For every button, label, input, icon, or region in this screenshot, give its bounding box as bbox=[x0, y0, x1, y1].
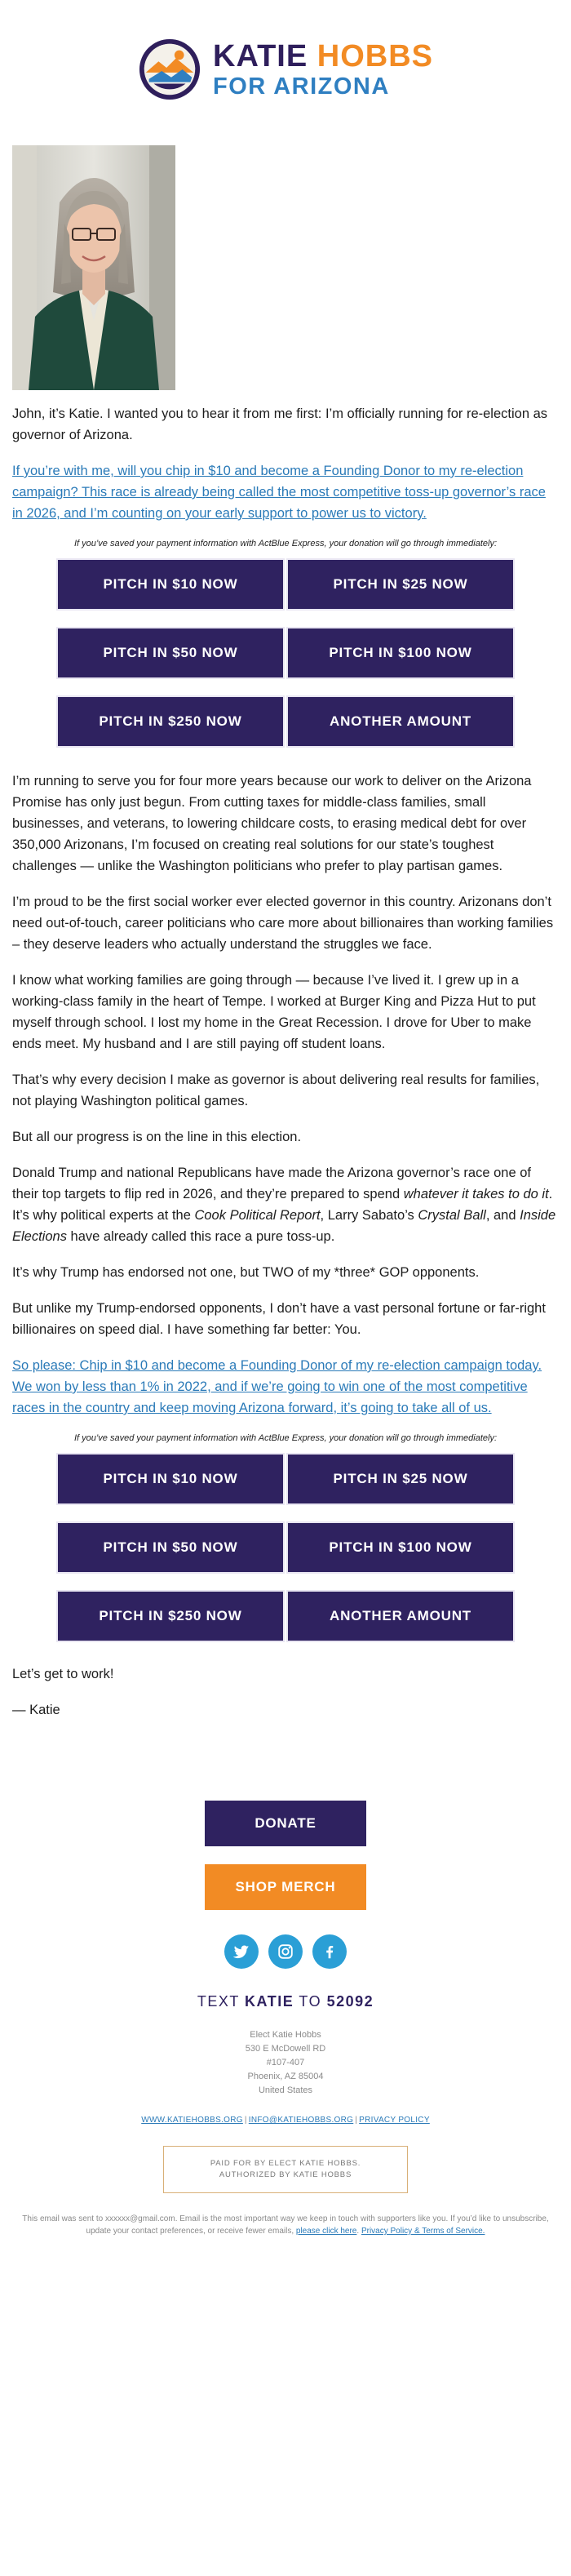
disclaimer-text: This email was sent to xxxxxx@gmail.com. Email is the most important way we keep in touch with supporters like you. If you’d like to unsubscribe, update your contact preferences, or receive fewer emails, bbox=[22, 2214, 549, 2236]
unsubscribe-link[interactable]: please click here bbox=[295, 2227, 357, 2236]
address-line: #107-407 bbox=[266, 2058, 305, 2067]
donate-button[interactable]: DONATE bbox=[205, 1801, 366, 1846]
unsubscribe-disclaimer bbox=[20, 2213, 551, 2237]
signoff: Let’s get to work! bbox=[12, 1667, 114, 1681]
text-run: Donald Trump and national Republicans have made the Arizona governor’s race one of their top targets to flip red in 2026, and they’re prepared to spend bbox=[12, 1166, 531, 1201]
founding-donor-link-2[interactable]: So please: Chip in $10 and become a Founding Donor of my re-election campaign today. We won by less than 1% in 2022, and if we’re going to win one of the most competitive races in the country and keep moving Arizona forward, it’s going to take all of us. bbox=[12, 1358, 542, 1415]
text-to-donate-line bbox=[0, 1993, 571, 2010]
body-paragraph: But all our progress is on the line in this election. bbox=[12, 1130, 302, 1144]
pitch-in-10-button[interactable]: PITCH IN $10 NOW bbox=[58, 1455, 283, 1503]
emphasis-text: whatever it takes to do it bbox=[403, 1187, 549, 1201]
another-amount-button[interactable]: ANOTHER AMOUNT bbox=[288, 1592, 513, 1641]
pitch-in-250-button[interactable]: PITCH IN $250 NOW bbox=[58, 1592, 283, 1641]
publication-name: Inside Elections bbox=[12, 1208, 556, 1244]
actblue-express-note: If you’ve saved your payment information with ActBlue Express, your donation will go through immediately: bbox=[73, 1433, 498, 1443]
pitch-in-25-button[interactable]: PITCH IN $25 NOW bbox=[288, 1455, 513, 1503]
body-paragraph: I’m running to serve you for four more years because our work to deliver on the Arizona Promise has only just begun. From cutting taxes for middle-class families, small businesses, and veterans, to lowering childcare costs, to erasing medical debt for over 350,000 Arizonans, I’m focused on creating real solutions for our state’s toughest challenges — unlike the Washington politicians who prefer to play partisan games. bbox=[12, 774, 532, 873]
publication-name: Crystal Ball bbox=[418, 1208, 486, 1223]
shop-merch-button[interactable]: SHOP MERCH bbox=[205, 1864, 366, 1910]
body-paragraph: But unlike my Trump-endorsed opponents, I don’t have a vast personal fortune or far-right billionaires on speed dial. I have something far better: You. bbox=[12, 1301, 546, 1337]
website-link[interactable]: WWW.KATIEHOBBS.ORG bbox=[141, 2116, 243, 2125]
logo-last-name: HOBBS bbox=[316, 38, 433, 73]
link-separator: | bbox=[355, 2116, 358, 2125]
authorized-by-line: AUTHORIZED BY KATIE HOBBS bbox=[219, 2170, 352, 2179]
email-link[interactable]: INFO@KATIEHOBBS.ORG bbox=[248, 2116, 354, 2125]
body-paragraph: I know what working families are going through — because I’ve lived it. I grew up in a working-class family in the heart of Tempe. I worked at Burger King and Pizza Hut to put myself through school. I lost my home in the Great Recession. I drove for Uber to make ends meet. My husband and I are still paying off student loans. bbox=[12, 973, 536, 1051]
footer-links bbox=[0, 2116, 571, 2125]
text-prefix: TEXT bbox=[197, 1993, 240, 2010]
text-run: have already called this race a pure toss-up. bbox=[66, 1229, 335, 1244]
address-line: United States bbox=[258, 2085, 313, 2095]
signature: — Katie bbox=[12, 1703, 60, 1717]
body-paragraph: I’m proud to be the first social worker ever elected governor in this country. Arizonans don’t need out-of-touch, career politicians who care more about billionaires than working families – they deserve leaders who actually understand the struggles we face. bbox=[12, 895, 554, 952]
pitch-in-10-button[interactable]: PITCH IN $10 NOW bbox=[58, 560, 283, 609]
logo-first-name: KATIE bbox=[213, 38, 308, 73]
another-amount-button[interactable]: ANOTHER AMOUNT bbox=[288, 697, 513, 746]
twitter-icon[interactable] bbox=[224, 1934, 259, 1969]
pitch-in-50-button[interactable]: PITCH IN $50 NOW bbox=[58, 628, 283, 677]
actblue-express-note: If you’ve saved your payment information with ActBlue Express, your donation will go through immediately: bbox=[73, 539, 498, 549]
privacy-policy-link[interactable]: PRIVACY POLICY bbox=[359, 2116, 430, 2125]
body-paragraph: That’s why every decision I make as governor is about delivering real results for families, not playing Washington political games. bbox=[12, 1073, 540, 1108]
arizona-sunset-mountains-icon bbox=[138, 38, 201, 101]
social-links bbox=[0, 1934, 571, 1969]
address-line: 530 E McDowell RD bbox=[245, 2044, 326, 2054]
text-keyword: KATIE bbox=[245, 1993, 294, 2010]
link-separator: | bbox=[244, 2116, 247, 2125]
text-shortcode: 52092 bbox=[326, 1993, 374, 2010]
body-paragraph: It’s why Trump has endorsed not one, but TWO of my *three* GOP opponents. bbox=[12, 1265, 480, 1280]
pitch-in-100-button[interactable]: PITCH IN $100 NOW bbox=[288, 1523, 513, 1572]
facebook-icon[interactable] bbox=[312, 1934, 347, 1969]
logo-tagline: FOR ARIZONA bbox=[213, 73, 390, 100]
paid-for-line: PAID FOR BY ELECT KATIE HOBBS. bbox=[210, 2159, 361, 2168]
instagram-icon[interactable] bbox=[268, 1934, 303, 1969]
disclaimer-separator: . bbox=[356, 2227, 361, 2236]
intro-paragraph: John, it’s Katie. I wanted you to hear it from me first: I’m officially running for re-election as governor of Arizona. bbox=[12, 406, 548, 442]
address-line: Elect Katie Hobbs bbox=[250, 2030, 321, 2040]
pitch-in-50-button[interactable]: PITCH IN $50 NOW bbox=[58, 1523, 283, 1572]
address-line: Phoenix, AZ 85004 bbox=[247, 2072, 324, 2081]
donation-button-grid bbox=[58, 560, 513, 746]
katie-hobbs-portrait bbox=[12, 145, 175, 390]
privacy-terms-link[interactable]: Privacy Policy & Terms of Service. bbox=[361, 2227, 485, 2236]
mailing-address bbox=[0, 2028, 571, 2098]
pitch-in-250-button[interactable]: PITCH IN $250 NOW bbox=[58, 697, 283, 746]
text-run: , Larry Sabato’s bbox=[320, 1208, 418, 1223]
text-run: . It’s why political experts at the bbox=[12, 1187, 553, 1223]
paid-for-disclaimer bbox=[163, 2146, 408, 2193]
pitch-in-100-button[interactable]: PITCH IN $100 NOW bbox=[288, 628, 513, 677]
email-footer bbox=[0, 1801, 571, 2237]
donation-button-grid-2 bbox=[58, 1455, 513, 1641]
campaign-logo[interactable] bbox=[0, 0, 571, 139]
body-paragraph bbox=[12, 1162, 559, 1247]
text-run: , and bbox=[485, 1208, 520, 1223]
pitch-in-25-button[interactable]: PITCH IN $25 NOW bbox=[288, 560, 513, 609]
text-to: TO bbox=[299, 1993, 322, 2010]
publication-name: Cook Political Report bbox=[194, 1208, 321, 1223]
founding-donor-link[interactable]: If you’re with me, will you chip in $10 and become a Founding Donor to my re-election campaign? This race is already being called the most competitive toss-up governor’s race in 2026, and I’m counting on your early support to power us to victory. bbox=[12, 464, 546, 521]
